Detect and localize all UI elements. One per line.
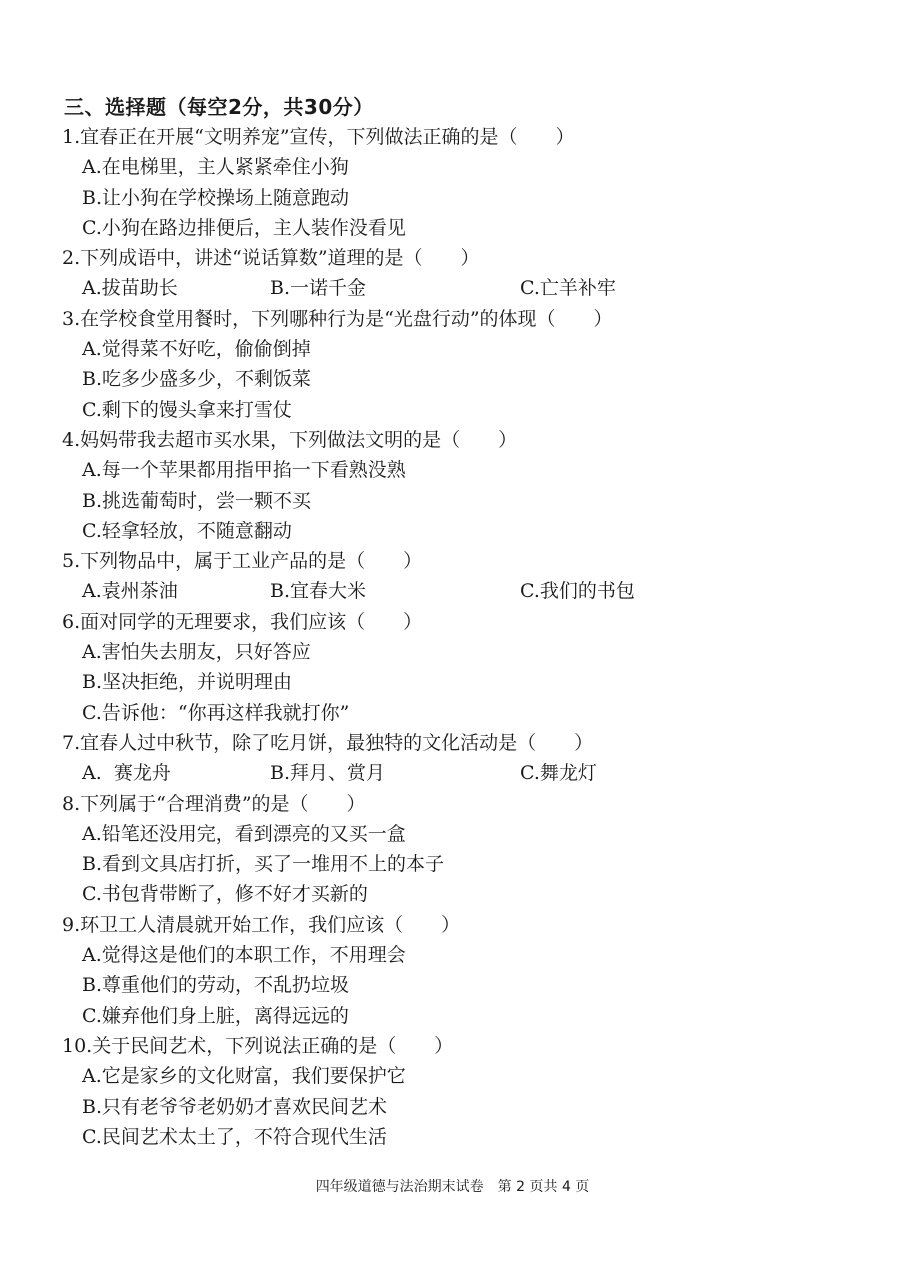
question-stem: 3.在学校食堂用餐时，下列哪种行为是“光盘行动”的体现（ ） <box>62 307 613 330</box>
option-row <box>62 273 862 303</box>
option-c: C.亡羊补牢 <box>520 277 616 300</box>
question-stem: 1.宜春正在开展“文明养宠”宣传，下列做法正确的是（ ） <box>62 126 575 148</box>
question-stem: 6.面对同学的无理要求，我们应该（ ） <box>62 610 423 633</box>
option-a: A.在电梯里，主人紧紧牵住小狗 <box>82 156 349 179</box>
option-b: B.让小狗在学校操场上随意跑动 <box>82 186 350 209</box>
option-a: A.害怕失去朋友，只好答应 <box>82 641 311 664</box>
question-10 <box>62 1031 862 1152</box>
question-stem: 10.关于民间艺术，下列说法正确的是（ ） <box>62 1034 454 1057</box>
option-b: B.拜月、赏月 <box>270 762 386 785</box>
option-c: C.告诉他：“你再这样我就打你” <box>82 701 350 724</box>
option-b: B.挑选葡萄时，尝一颗不买 <box>82 489 312 512</box>
option-c: C.书包背带断了，修不好才买新的 <box>82 883 368 906</box>
question-stem: 8.下列属于“合理消费”的是（ ） <box>62 792 366 815</box>
option-b: B.吃多少盛多少，不剩饭菜 <box>82 368 312 391</box>
option-c: C.民间艺术太土了，不符合现代生活 <box>82 1125 387 1148</box>
option-a: A.袁州茶油 <box>82 580 178 603</box>
question-stem: 7.宜春人过中秋节，除了吃月饼，最独特的文化活动是（ ） <box>62 731 594 754</box>
option-a: A.觉得这是他们的本职工作，不用理会 <box>82 944 406 967</box>
option-b: B.尊重他们的劳动，不乱扔垃圾 <box>82 974 350 997</box>
question-3 <box>62 304 862 425</box>
option-b: B.看到文具店打折，买了一堆用不上的本子 <box>82 853 445 876</box>
question-8 <box>62 789 862 910</box>
question-list <box>62 122 862 1152</box>
question-4 <box>62 425 862 546</box>
question-stem: 9.环卫工人清晨就开始工作，我们应该（ ） <box>62 913 461 936</box>
option-c: C.剩下的馒头拿来打雪仗 <box>82 398 292 421</box>
option-a: A. 赛龙舟 <box>82 762 171 785</box>
option-a: A.铅笔还没用完，看到漂亮的又买一盒 <box>82 822 406 845</box>
question-stem: 5.下列物品中，属于工业产品的是（ ） <box>62 550 423 573</box>
question-stem: 2.下列成语中，讲述“说话算数”道理的是（ ） <box>62 247 480 270</box>
question-stem: 4.妈妈带我去超市买水果，下列做法文明的是（ ） <box>62 428 518 451</box>
question-5 <box>62 546 862 607</box>
question-2 <box>62 243 862 304</box>
option-c: C.舞龙灯 <box>520 762 597 785</box>
option-c: C.嫌弃他们身上脏，离得远远的 <box>82 1004 349 1027</box>
page-footer: 四年级道德与法治期末试卷 第 2 页共 4 页 <box>315 1179 590 1195</box>
option-c: C.轻拿轻放，不随意翻动 <box>82 519 292 542</box>
option-row <box>62 758 862 788</box>
option-a: A.它是家乡的文化财富，我们要保护它 <box>82 1065 406 1088</box>
option-b: B.一诺千金 <box>270 277 367 300</box>
question-7 <box>62 728 862 789</box>
option-c: C.小狗在路边排便后，主人装作没看见 <box>82 216 406 239</box>
option-a: A.每一个苹果都用指甲掐一下看熟没熟 <box>82 459 406 482</box>
option-row <box>62 576 862 606</box>
option-b: B.只有老爷爷老奶奶才喜欢民间艺术 <box>82 1095 388 1118</box>
question-1 <box>62 122 862 243</box>
option-b: B.坚决拒绝，并说明理由 <box>82 671 293 694</box>
option-c: C.我们的书包 <box>520 580 635 603</box>
question-9 <box>62 910 862 1031</box>
option-b: B.宜春大米 <box>270 580 367 603</box>
section-title: 三、选择题（每空2分，共30分） <box>64 95 374 119</box>
question-6 <box>62 607 862 728</box>
option-a: A.觉得菜不好吃，偷偷倒掉 <box>82 338 311 361</box>
option-a: A.拔苗助长 <box>82 277 178 300</box>
